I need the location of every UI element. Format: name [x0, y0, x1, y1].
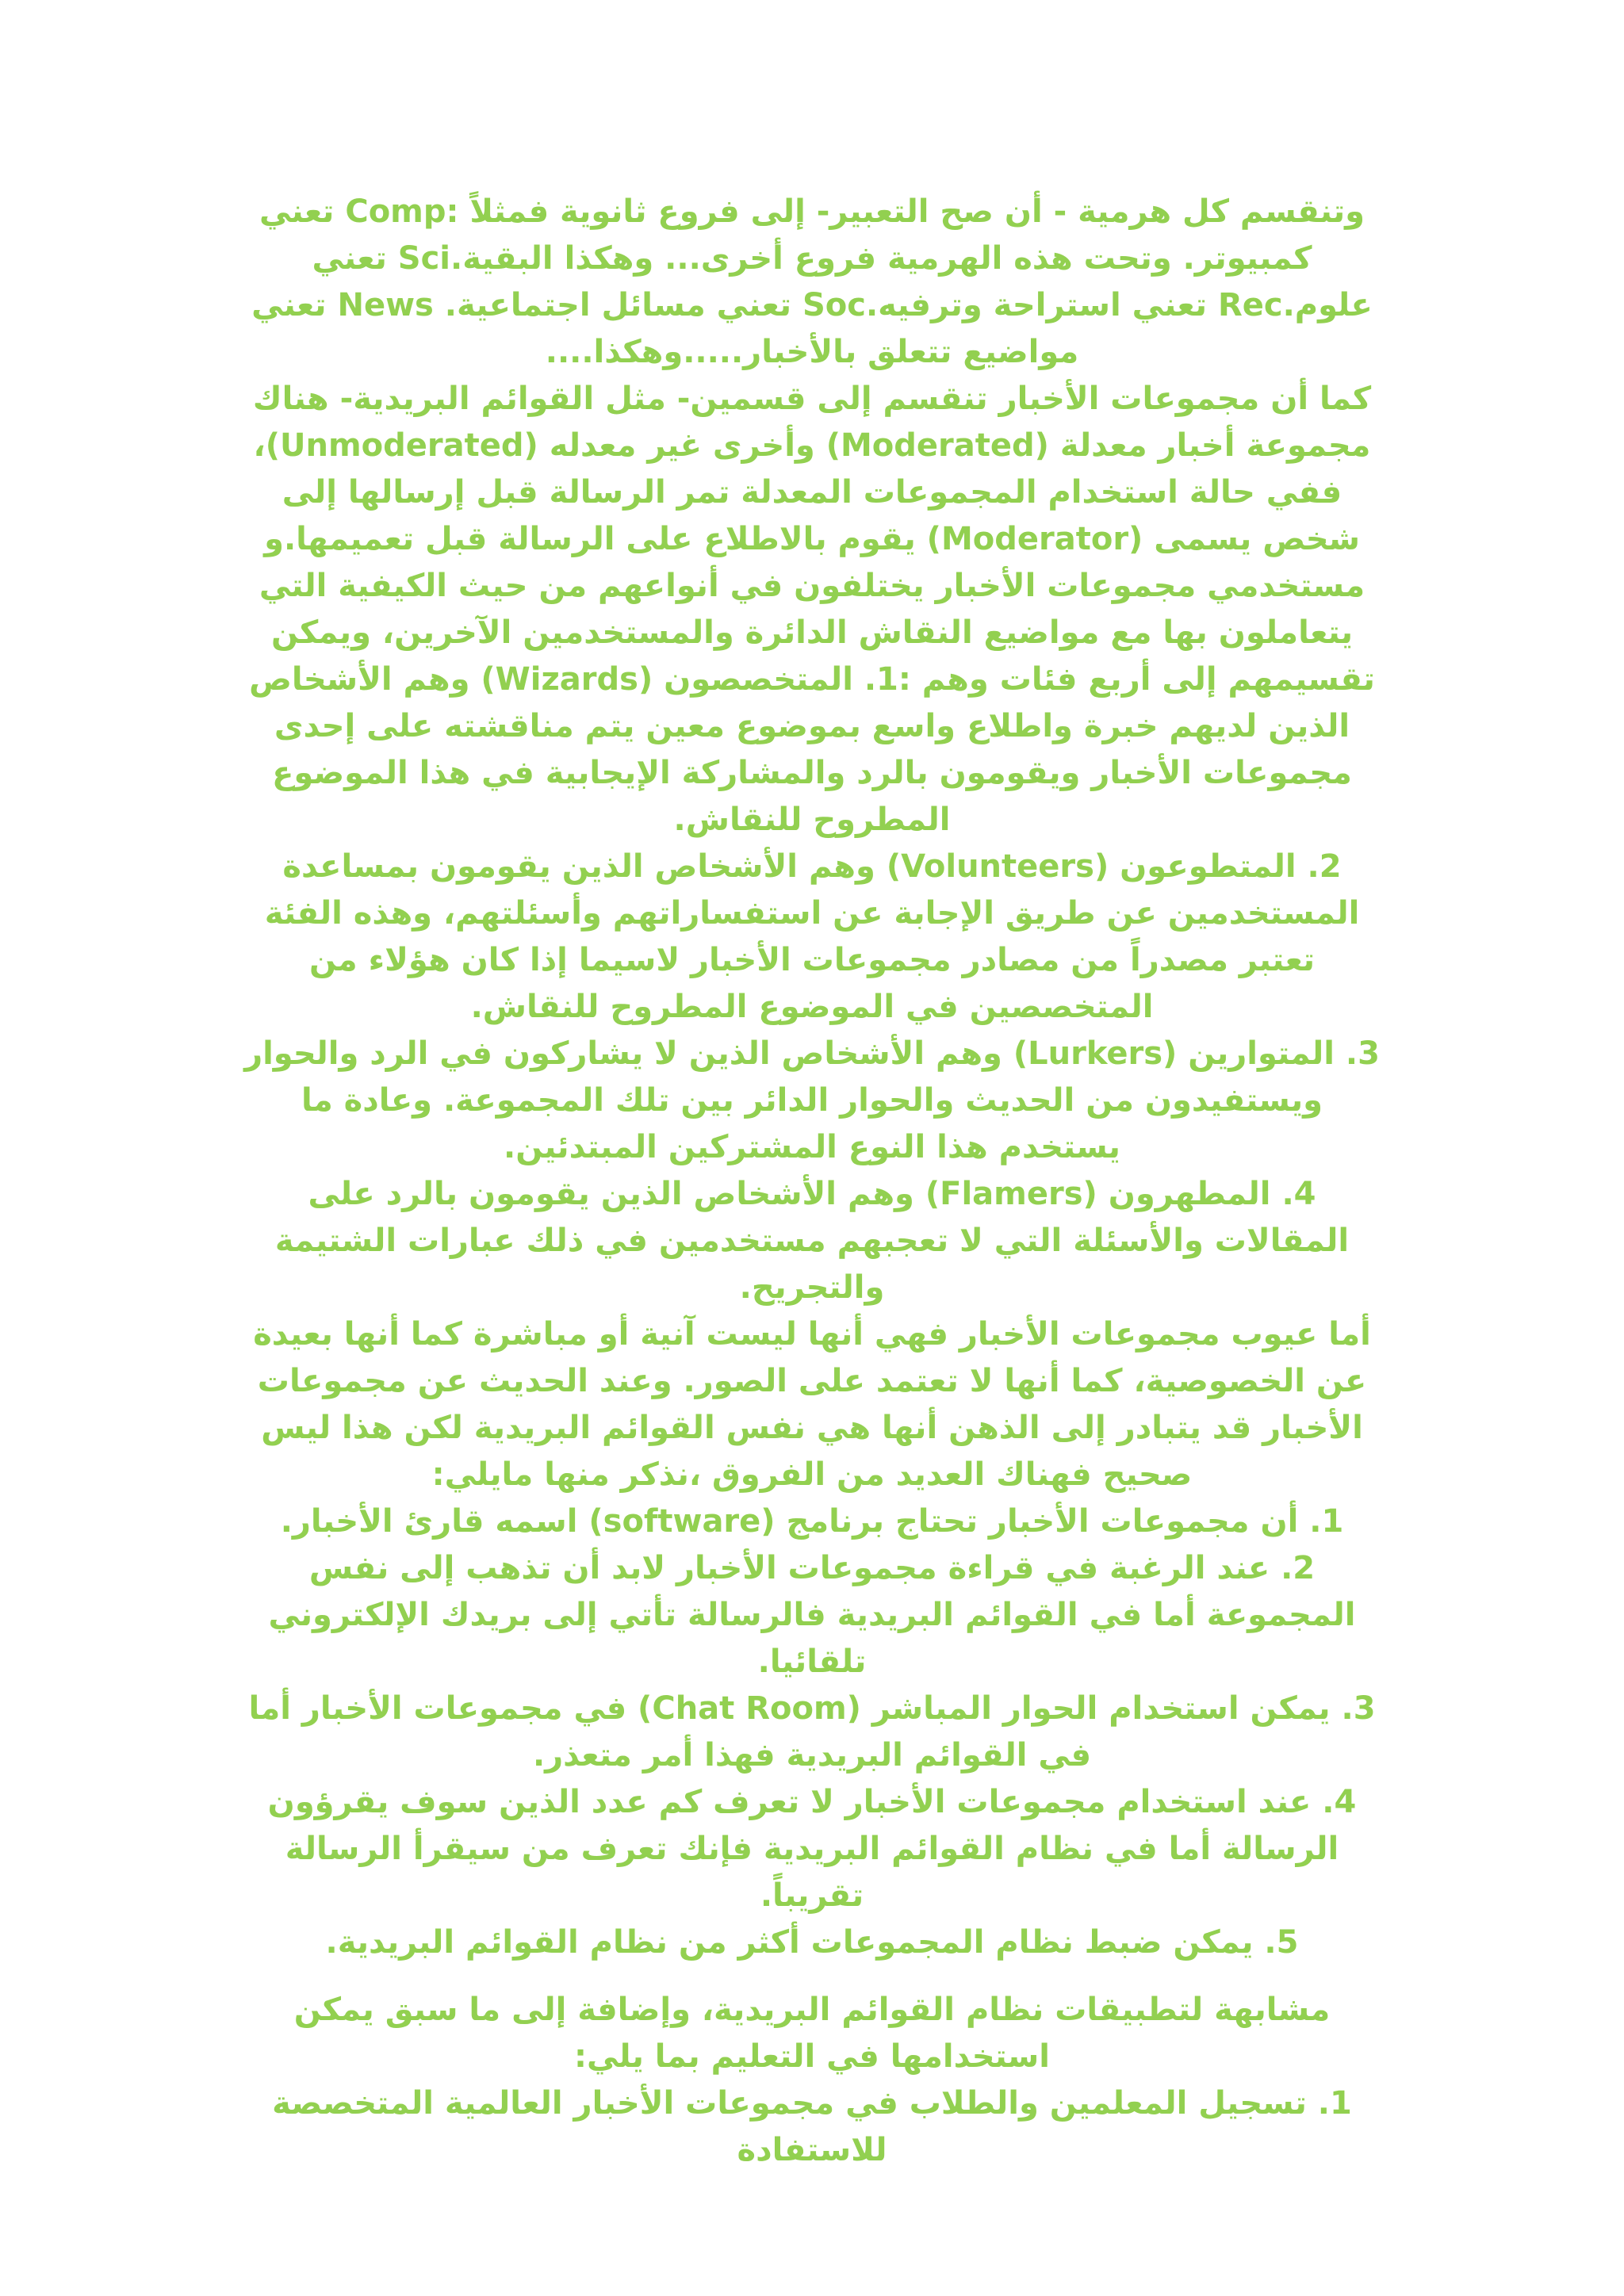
list-item-difference-1: 1. أن مجموعات الأخبار تحتاج برنامج (software) اسمه قارئ الأخبار.	[280, 1503, 1344, 1540]
paragraph-education-uses: مشابهة لتطبيقات نظام القوائم البريدية، وإضافة إلى ما سبق يمكن استخدامها في التعليم بما يلي:	[293, 1992, 1331, 2075]
paragraph-disadvantages: أما عيوب مجموعات الأخبار فهي أنها ليست آنية أو مباشرة كما أنها بعيدة عن الخصوصية، كما أنها لا تعتمد على الصور. وعند الحديث عن مجموعات الأخبار قد يتبادر إلى الذهن أنها هي نفس القوائم البريدية لكن هذا ليس صحيح فهناك العديد من الفروق ،نذكر منها مايلي:	[253, 1316, 1371, 1493]
paragraph-flamers: 4. المطهرون (Flamers) وهم الأشخاص الذين يقومون بالرد على المقالات والأسئلة التي لا تعجبهم مستخدمين في ذلك عبارات الشتيمة والتجريح.	[274, 1176, 1350, 1306]
paragraph-hierarchy: وتنقسم كل هرمية - أن صح التعبير- إلى فروع ثانوية فمثلاً :Comp تعني كمبيوتر. وتحت هذه الهرمية فروع أخرى... وهكذا البقية.Sci تعني علوم.Rec تعني استراحة وترفيه.Soc تعني مسائل اجتماعية. News تعني مواضيع تتعلق بالأخبار.....وهكذا....	[251, 193, 1373, 370]
paragraph-volunteers: 2. المتطوعون (Volunteers) وهم الأشخاص الذين يقومون بمساعدة المستخدمين عن طريق الإجابة عن استفساراتهم وأسئلتهم، وهذه الفئة تعتبر مصدراً من مصادر مجموعات الأخبار لاسيما إذا كان هؤلاء من المتخصصين في الموضوع المطروح للنقاش.	[264, 848, 1360, 1025]
list-item-difference-2: 2. عند الرغبة في قراءة مجموعات الأخبار لابد أن تذهب إلى نفس المجموعة أما في القوائم البريدية فالرسالة تأتي إلى بريدك الإلكتروني تلقائيا.	[268, 1550, 1356, 1680]
body-text	[238, 189, 1386, 2174]
paragraph-lurkers: 3. المتوارين (Lurkers) وهم الأشخاص الذين لا يشاركون في الرد والحوار ويستفيدون من الحديث والحوار الدائر بين تلك المجموعة. وعادة ما يستخدم هذا النوع المشتركين المبتدئين.	[244, 1035, 1380, 1165]
list-item-difference-3: 3. يمكن استخدام الحوار المباشر (Chat Room) في مجموعات الأخبار أما في القوائم البريدية فهذا أمر متعذر.	[248, 1690, 1376, 1774]
list-item-education-1: 1. تسجيل المعلمين والطلاب في مجموعات الأخبار العالمية المتخصصة للاستفادة	[272, 2085, 1352, 2168]
list-item-difference-5: 5. يمكن ضبط نظام المجموعات أكثر من نظام القوائم البريدية.	[325, 1924, 1299, 1961]
list-item-difference-4: 4. عند استخدام مجموعات الأخبار لا تعرف كم عدد الذين سوف يقرؤون الرسالة أما في نظام القوائم البريدية فإنك تعرف من سيقرأ الرسالة تقريباً.	[267, 1784, 1357, 1914]
paragraph-moderated-groups: كما أن مجموعات الأخبار تنقسم إلى قسمين- مثل القوائم البريدية- هناك مجموعة أخبار معدلة (Moderated) وأخرى غير معدله (Unmoderated)، ففي حالة استخدام المجموعات المعدلة تمر الرسالة قبل إرسالها إلى شخص يسمى (Moderator) يقوم بالاطلاع على الرسالة قبل تعميمها.و مستخدمي مجموعات الأخبار يختلفون في أنواعهم من حيث الكيفية التي يتعاملون بها مع مواضيع النقاش الدائرة والمستخدمين الآخرين، ويمكن تقسيمهم إلى أربع فئات وهم :1. المتخصصون (Wizards) وهم الأشخاص الذين لديهم خبرة واطلاع واسع بموضوع معين يتم مناقشته على إحدى مجموعات الأخبار ويقومون بالرد والمشاركة الإيجابية في هذا الموضوع المطروح للنقاش.	[249, 381, 1375, 838]
